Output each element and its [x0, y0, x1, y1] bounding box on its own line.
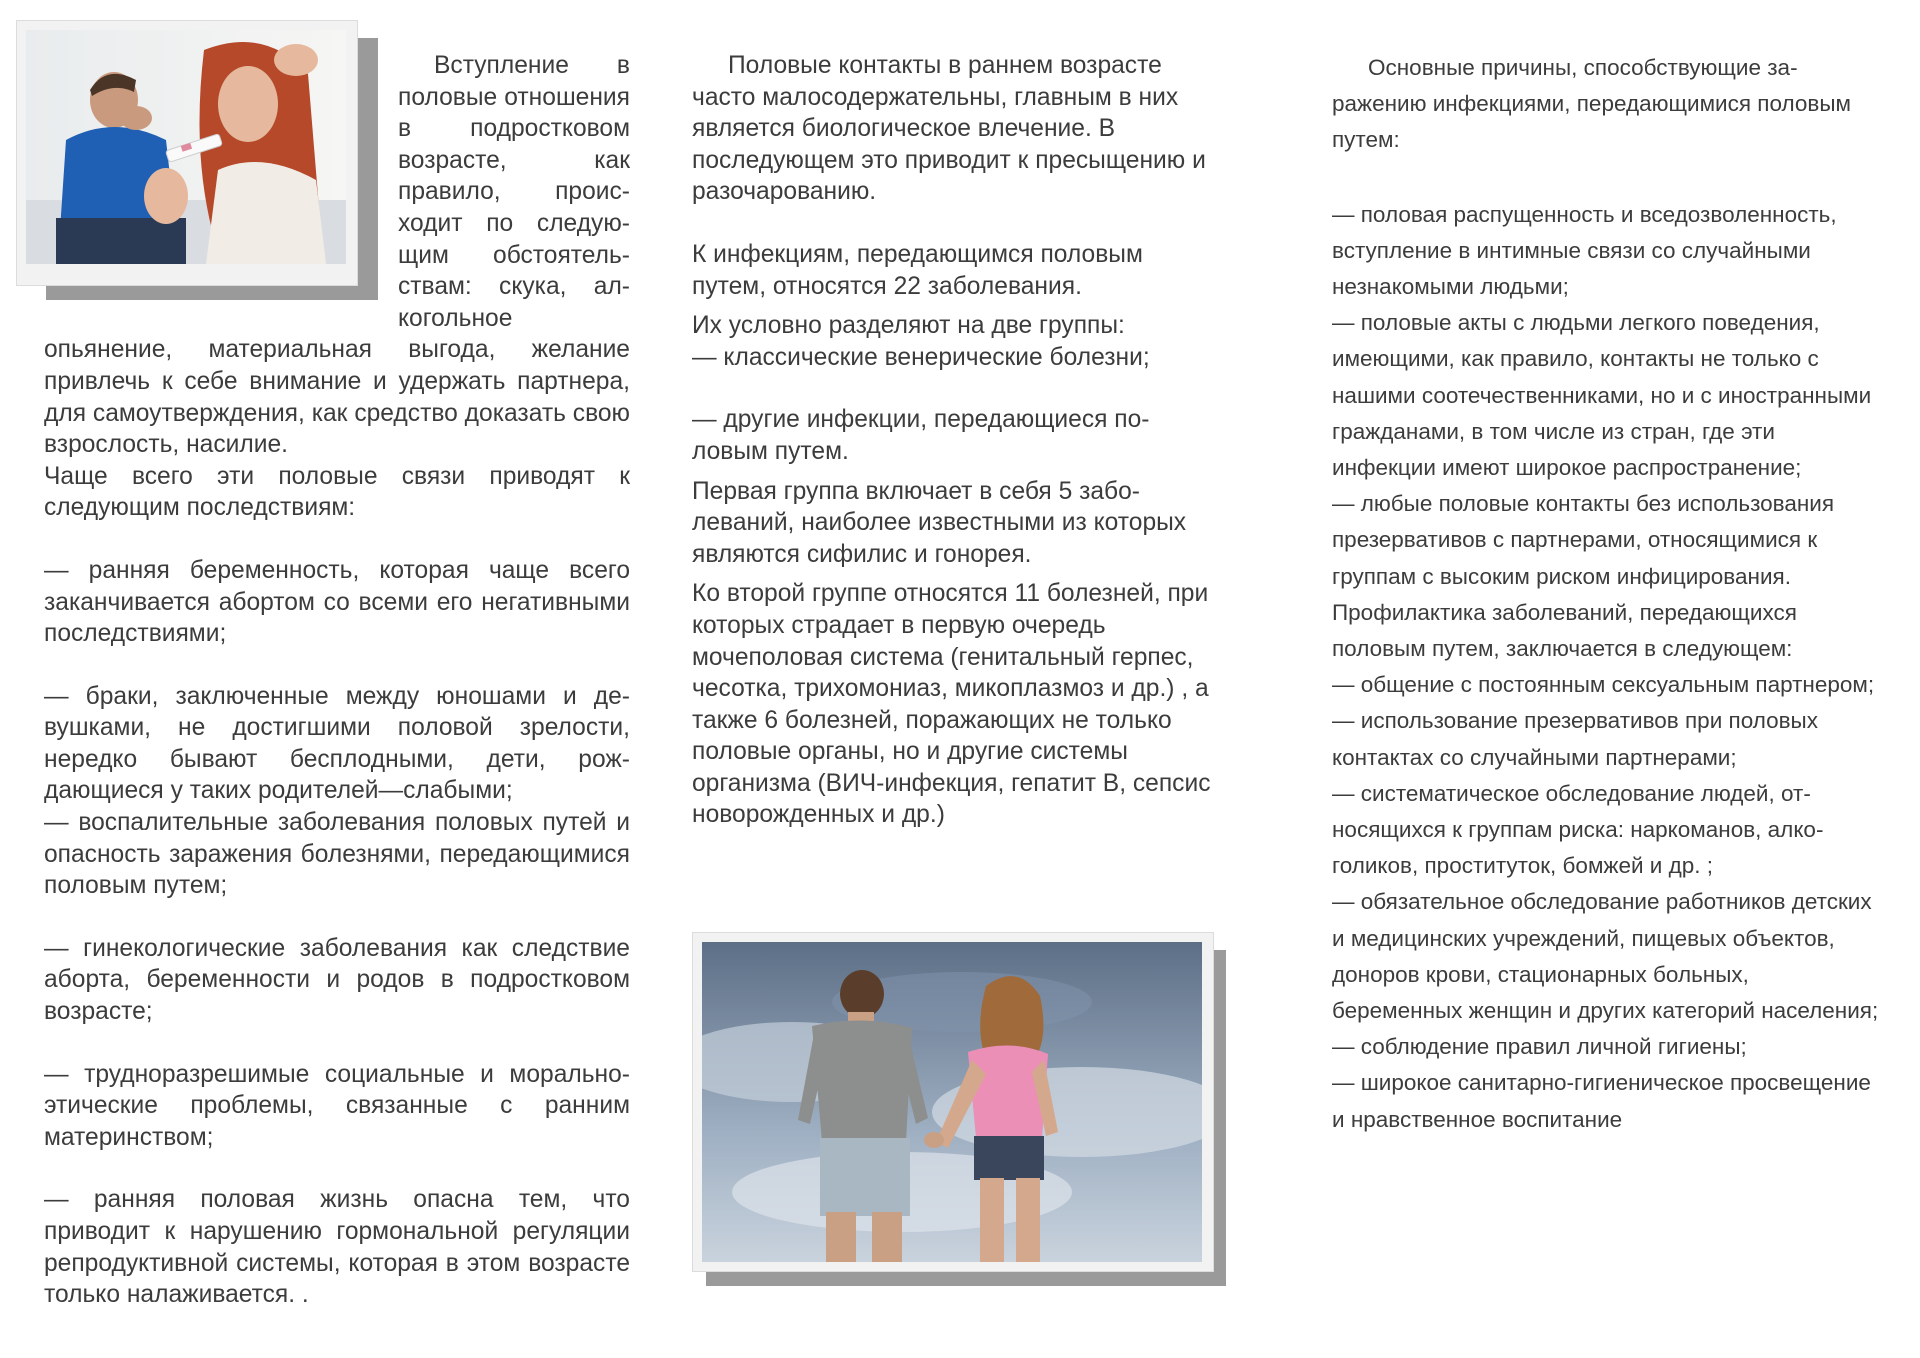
groups-lead: Их условно разделяют на две группы: [692, 312, 1125, 340]
consequence-item: — трудноразрешимые социальные и морально-этические проблемы, связанные с ранним материнством; [44, 1060, 630, 1151]
cause-item: — половые акты с людьми легкого поведения, имеющими, как правило, контакты не только с нашими соотечественниками, но и с иностранными гражданами, в том числе из стран, где эти инфекции имеют широкое распространение; [1332, 310, 1872, 481]
consequences-lead: Чаще всего эти половые связи приводят к следующим последствиям: [44, 462, 630, 522]
prevention-item: — использование презервативов при половых контактах со случайными партнерами; [1332, 708, 1818, 770]
prevention-lead: Профилактика заболеваний, передающихся половым путем, заключается в следующем: [1332, 599, 1797, 662]
consequence-item: — ранняя половая жизнь опасна тем, что приводит к нарушению гормональной регуляции репродуктивной системы, которая в этом возрасте только налаживается. . [44, 1186, 630, 1309]
infections-count-paragraph: К инфекциям, передающимся половым путем, относятся 22 заболевания. [692, 240, 1143, 300]
column-3 [1332, 50, 1884, 1138]
prevention-item: — систематическое обследование людей, относящихся к группам риска: наркоманов, алкоголиков, проституток, бомжей и др. ; [1332, 780, 1824, 879]
first-group-paragraph: Первая группа включает в себя 5 заболеваний, наиболее известными из которых являются сифилис и гонорея. [692, 477, 1187, 568]
prevention-item: — общение с постоянным сексуальным партнером; [1332, 672, 1875, 698]
photo-worried-couple [26, 30, 346, 264]
early-contacts-paragraph: Половые контакты в раннем возрасте часто малосодержательны, главным в них является биологическое влечение. В последующем это приводит к пресыщению и разочарованию. [692, 52, 1206, 206]
column-2 [692, 50, 1212, 831]
column-1 [44, 50, 630, 1311]
photo-worried-couple-frame [16, 20, 378, 300]
cause-item: — половая распущенность и вседозволенность, вступление в интимные связи со случайными незнакомыми людьми; [1332, 201, 1837, 300]
consequence-item: — браки, заключенные между юношами и девушками, не достигшими половой зрелости, нередко бывают бесплодными, дети, рождающиеся у таких родителей—слабыми; [44, 682, 630, 805]
consequence-item: — гинекологические заболевания как следствие аборта, беременности и родов в подростковом возрасте; [44, 934, 630, 1026]
photo-couple-holding-hands-frame [692, 932, 1228, 1288]
cause-item: — любые половые контакты без использования презервативов с партнерами, относящимися к группам с высоким риском инфицирования. [1332, 491, 1835, 589]
main-causes-lead: Основные причины, способствующие заражению инфекциями, передающимися половым путем: [1332, 55, 1851, 153]
prevention-item: — обязательное обследование работников детских и медицинских учреждений, пищевых объектов, доноров крови, стационарных больных, беременных женщин и других категорий населения; [1332, 889, 1879, 1024]
photo-couple-holding-hands [702, 942, 1202, 1262]
intro-paragraph: Вступление в половые отношения в подростковом возрасте, как правило, происходит по следующим обстоятельствам: скука, алкогольное опьянение, материальная выгода, желание привлечь к себе внимание и удержать партнера, для самоутверждения, как средство доказать свою взрослость, насилие. [44, 52, 630, 459]
consequence-item: — ранняя беременность, которая чаще всего заканчивается абортом со всеми его негативными последствиями; [44, 556, 630, 648]
second-group-paragraph: Ко второй группе относятся 11 болезней, при которых страдает в первую очередь мочеполовая система (генитальный герпес, чесотка, трихомониаз, микоплазмоз и др.) , а также 6 болезней, поражающих не только половые органы, но и другие системы организма (ВИЧ-инфекция, гепатит В, сепсис новорожденных и др.) [692, 580, 1211, 829]
prevention-item: — соблюдение правил личной гигиены; [1332, 1034, 1747, 1060]
prevention-item: — широкое санитарно-гигиеническое просвещение и нравственное воспитание [1332, 1070, 1871, 1132]
consequence-item: — воспалительные заболевания половых путей и опасность заражения болезнями, передающимися половым путем; [44, 809, 630, 900]
group-item: — классические венерические болезни; [692, 343, 1150, 371]
group-item: — другие инфекции, передающиеся половым путем. [692, 406, 1150, 465]
